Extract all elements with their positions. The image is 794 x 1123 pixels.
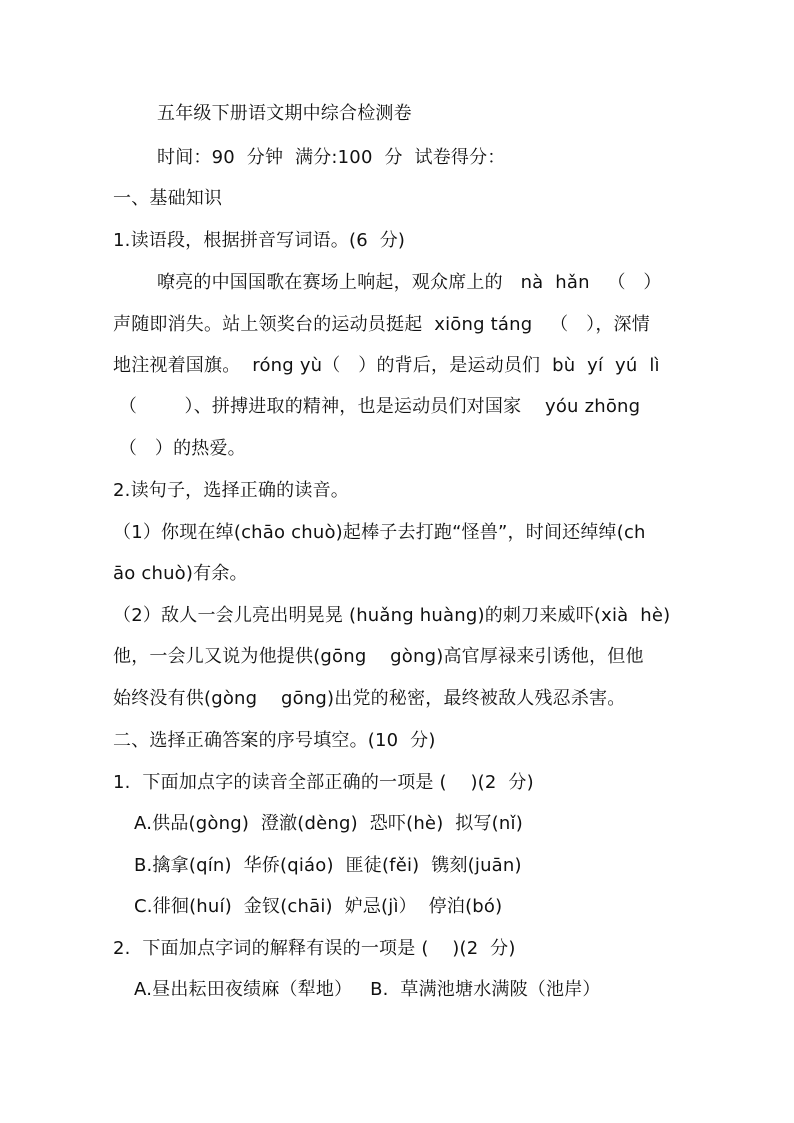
s2-q1-option-b: B.擒拿(qín) 华侨(qiáo) 匪徒(fěi) 镌刻(juān) (134, 855, 522, 876)
q2-item-line-1: （1）你现在绰(chāo chuò)起棒子去打跑“怪兽”，时间还绰绰(ch (113, 522, 646, 543)
q1-passage-line-5: （ ）的热爱。 (113, 438, 246, 459)
q2-item-line-2: āo chuò)有余。 (113, 563, 248, 584)
q1-passage-line-4: （ ）、拼搏进取的精神，也是运动员们对国家 yóu zhōng (113, 396, 641, 417)
q2-item-line-5: 始终没有供(gòng gōng)出党的秘密，最终被敌人残忍杀害。 (113, 688, 626, 709)
q1-passage-line-2: 声随即消失。站上领奖台的运动员挺起 xiōng táng （ ），深情 (113, 314, 650, 335)
q1-passage-line-1: 嘹亮的中国国歌在赛场上响起，观众席上的 nà hǎn （ ） (157, 272, 662, 293)
s2-q1-option-a: A.供品(gòng) 澄澈(dèng) 恐吓(hè) 拟写(nǐ) (134, 813, 523, 834)
section-2-heading: 二、选择正确答案的序号填空。(10 分) (113, 730, 436, 751)
q2-item-line-3: （2）敌人一会儿亮出明晃晃 (huǎng huàng)的刺刀来威吓(xià hè) (113, 605, 671, 626)
exam-title: 五年级下册语文期中综合检测卷 (157, 103, 412, 124)
s2-q1-option-c: C.徘徊(huí) 金钗(chāi) 妒忌(jì） 停泊(bó) (134, 896, 503, 917)
s2-question-2: 2. 下面加点字词的解释有误的一项是 ( )(2 分) (113, 938, 516, 959)
s2-q2-option-ab: A.昼出耘田夜绩麻（犁地） B. 草满池塘水满陂（池岸） (134, 979, 601, 1000)
exam-info-line: 时间：90 分钟 满分:100 分 试卷得分： (157, 147, 506, 168)
question-2-heading: 2.读句子，选择正确的读音。 (113, 480, 349, 501)
s2-question-1: 1. 下面加点字的读音全部正确的一项是 ( )(2 分) (113, 772, 534, 793)
section-1-heading: 一、基础知识 (113, 188, 223, 209)
q1-passage-line-3: 地注视着国旗。 róng yù（ ）的背后，是运动员们 bù yí yú lì (113, 355, 660, 376)
q2-item-line-4: 他，一会儿又说为他提供(gōng gòng)高官厚禄来引诱他，但他 (113, 646, 644, 667)
question-1-heading: 1.读语段，根据拼音写词语。(6 分) (113, 230, 406, 251)
